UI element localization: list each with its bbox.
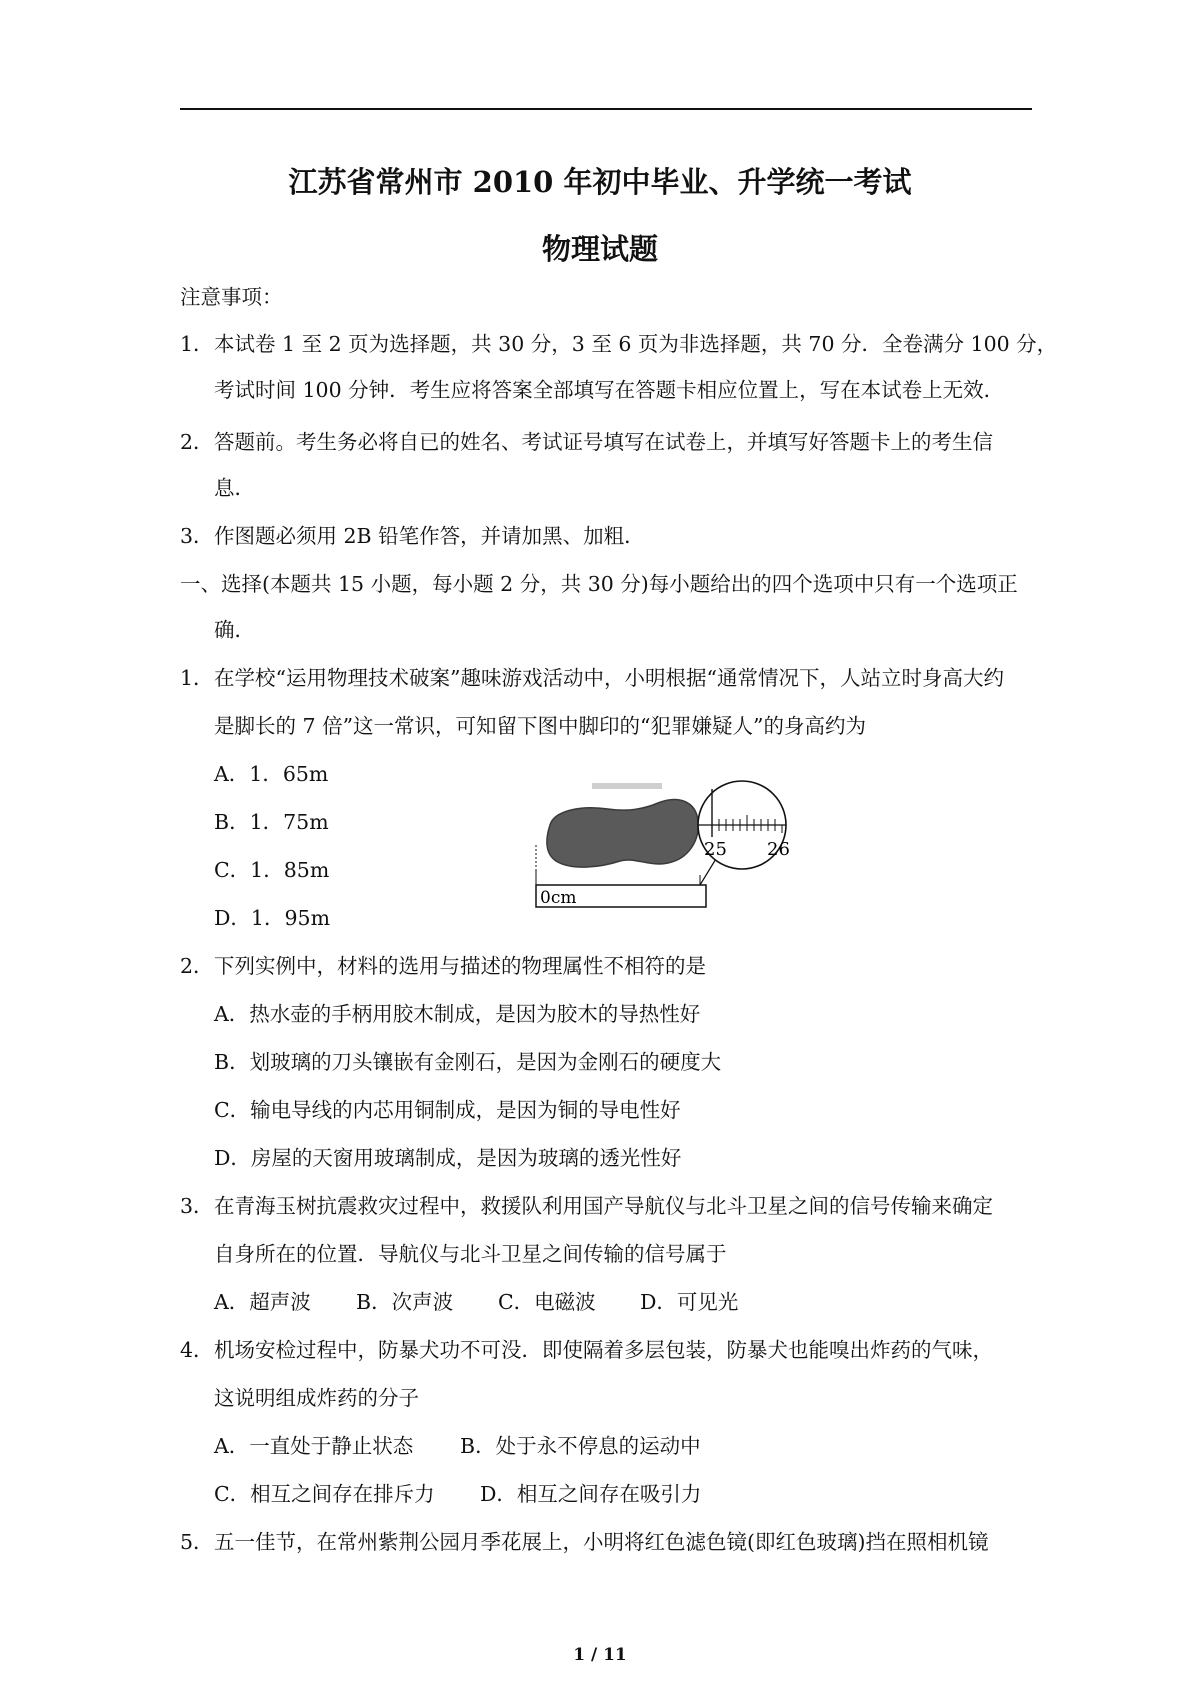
question-option: D．相互之间存在吸引力 [480,1482,702,1506]
question-option: B．1．75m [214,810,329,834]
notice-item-line: 本试卷 1 至 2 页为选择题，共 30 分，3 至 6 页为非选择题，共 70 分．全卷满分 100 分， [214,332,1058,356]
question-option: A．超声波 [214,1290,311,1314]
question-option: C．1．85m [214,858,330,882]
question-text: 五一佳节，在常州紫荆公园月季花展上，小明将红色滤色镜(即红色玻璃)挡在照相机镜 [214,1530,989,1554]
tick-label-25: 25 [704,839,727,860]
page-number: 1 / 11 [573,1645,627,1665]
notice-item-num: 1． [180,332,214,356]
notice-item-line: 作图题必须用 2B 铅笔作答，并请加黑、加粗． [214,524,645,548]
footprint-ruler-diagram [532,775,792,910]
question-option: A．1．65m [214,762,329,786]
ruler-zero-label: 0cm [540,888,577,908]
question-num: 2． [180,954,214,978]
tick-label-26: 26 [767,839,790,860]
top-rule [180,108,1032,110]
question-num: 3． [180,1194,214,1218]
question-option: D．房屋的天窗用玻璃制成，是因为玻璃的透光性好 [214,1146,682,1170]
section-heading: 一、选择(本题共 15 小题，每小题 2 分，共 30 分)每小题给出的四个选项中只有一个选项正 [180,572,1018,596]
question-option: B．划玻璃的刀头镶嵌有金刚石，是因为金刚石的硬度大 [214,1050,722,1074]
question-num: 4． [180,1338,214,1362]
notice-item-num: 3． [180,524,214,548]
footprint-shape [547,800,698,868]
footprint-figure [532,775,792,910]
exam-title: 江苏省常州市 2010 年初中毕业、升学统一考试 [288,165,912,199]
question-text: 自身所在的位置．导航仪与北斗卫星之间传输的信号属于 [214,1242,727,1266]
question-text: 在青海玉树抗震救灾过程中，救援队利用国产导航仪与北斗卫星之间的信号传输来确定 [214,1194,993,1218]
question-num: 1． [180,666,214,690]
exam-subtitle: 物理试题 [541,232,658,266]
question-option: C．相互之间存在排斥力 [214,1482,435,1506]
question-option: C．电磁波 [498,1290,596,1314]
notice-item-num: 2． [180,430,214,454]
question-option: A．热水壶的手柄用胶木制成，是因为胶木的导热性好 [214,1002,701,1026]
question-text: 下列实例中，材料的选用与描述的物理属性不相符的是 [214,954,706,978]
question-option: B．处于永不停息的运动中 [460,1434,701,1458]
notice-item-line: 考试时间 100 分钟．考生应将答案全部填写在答题卡相应位置上，写在本试卷上无效． [214,378,1005,402]
question-option: A．一直处于静止状态 [214,1434,414,1458]
notice-item-line: 答题前。考生务必将自已的姓名、考试证号填写在试卷上，并填写好答题卡上的考生信 [214,430,993,454]
question-text: 机场安检过程中，防暴犬功不可没．即使隔着多层包装，防暴犬也能嗅出炸药的气味， [214,1338,993,1362]
question-text: 这说明组成炸药的分子 [214,1386,419,1410]
question-text: 是脚长的 7 倍”这一常识，可知留下图中脚印的“犯罪嫌疑人”的身高约为 [214,714,867,738]
notice-item-line: 息． [214,476,255,500]
question-text: 在学校“运用物理技术破案”趣味游戏活动中，小明根据“通常情况下，人站立时身高大约 [214,666,1004,690]
question-option: B．次声波 [356,1290,454,1314]
section-heading-cont: 确． [214,618,255,642]
question-option: D．可见光 [640,1290,739,1314]
question-option: D．1．95m [214,906,331,930]
question-num: 5． [180,1530,214,1554]
notice-heading: 注意事项： [180,285,283,309]
question-option: C．输电导线的内芯用铜制成，是因为铜的导电性好 [214,1098,681,1122]
